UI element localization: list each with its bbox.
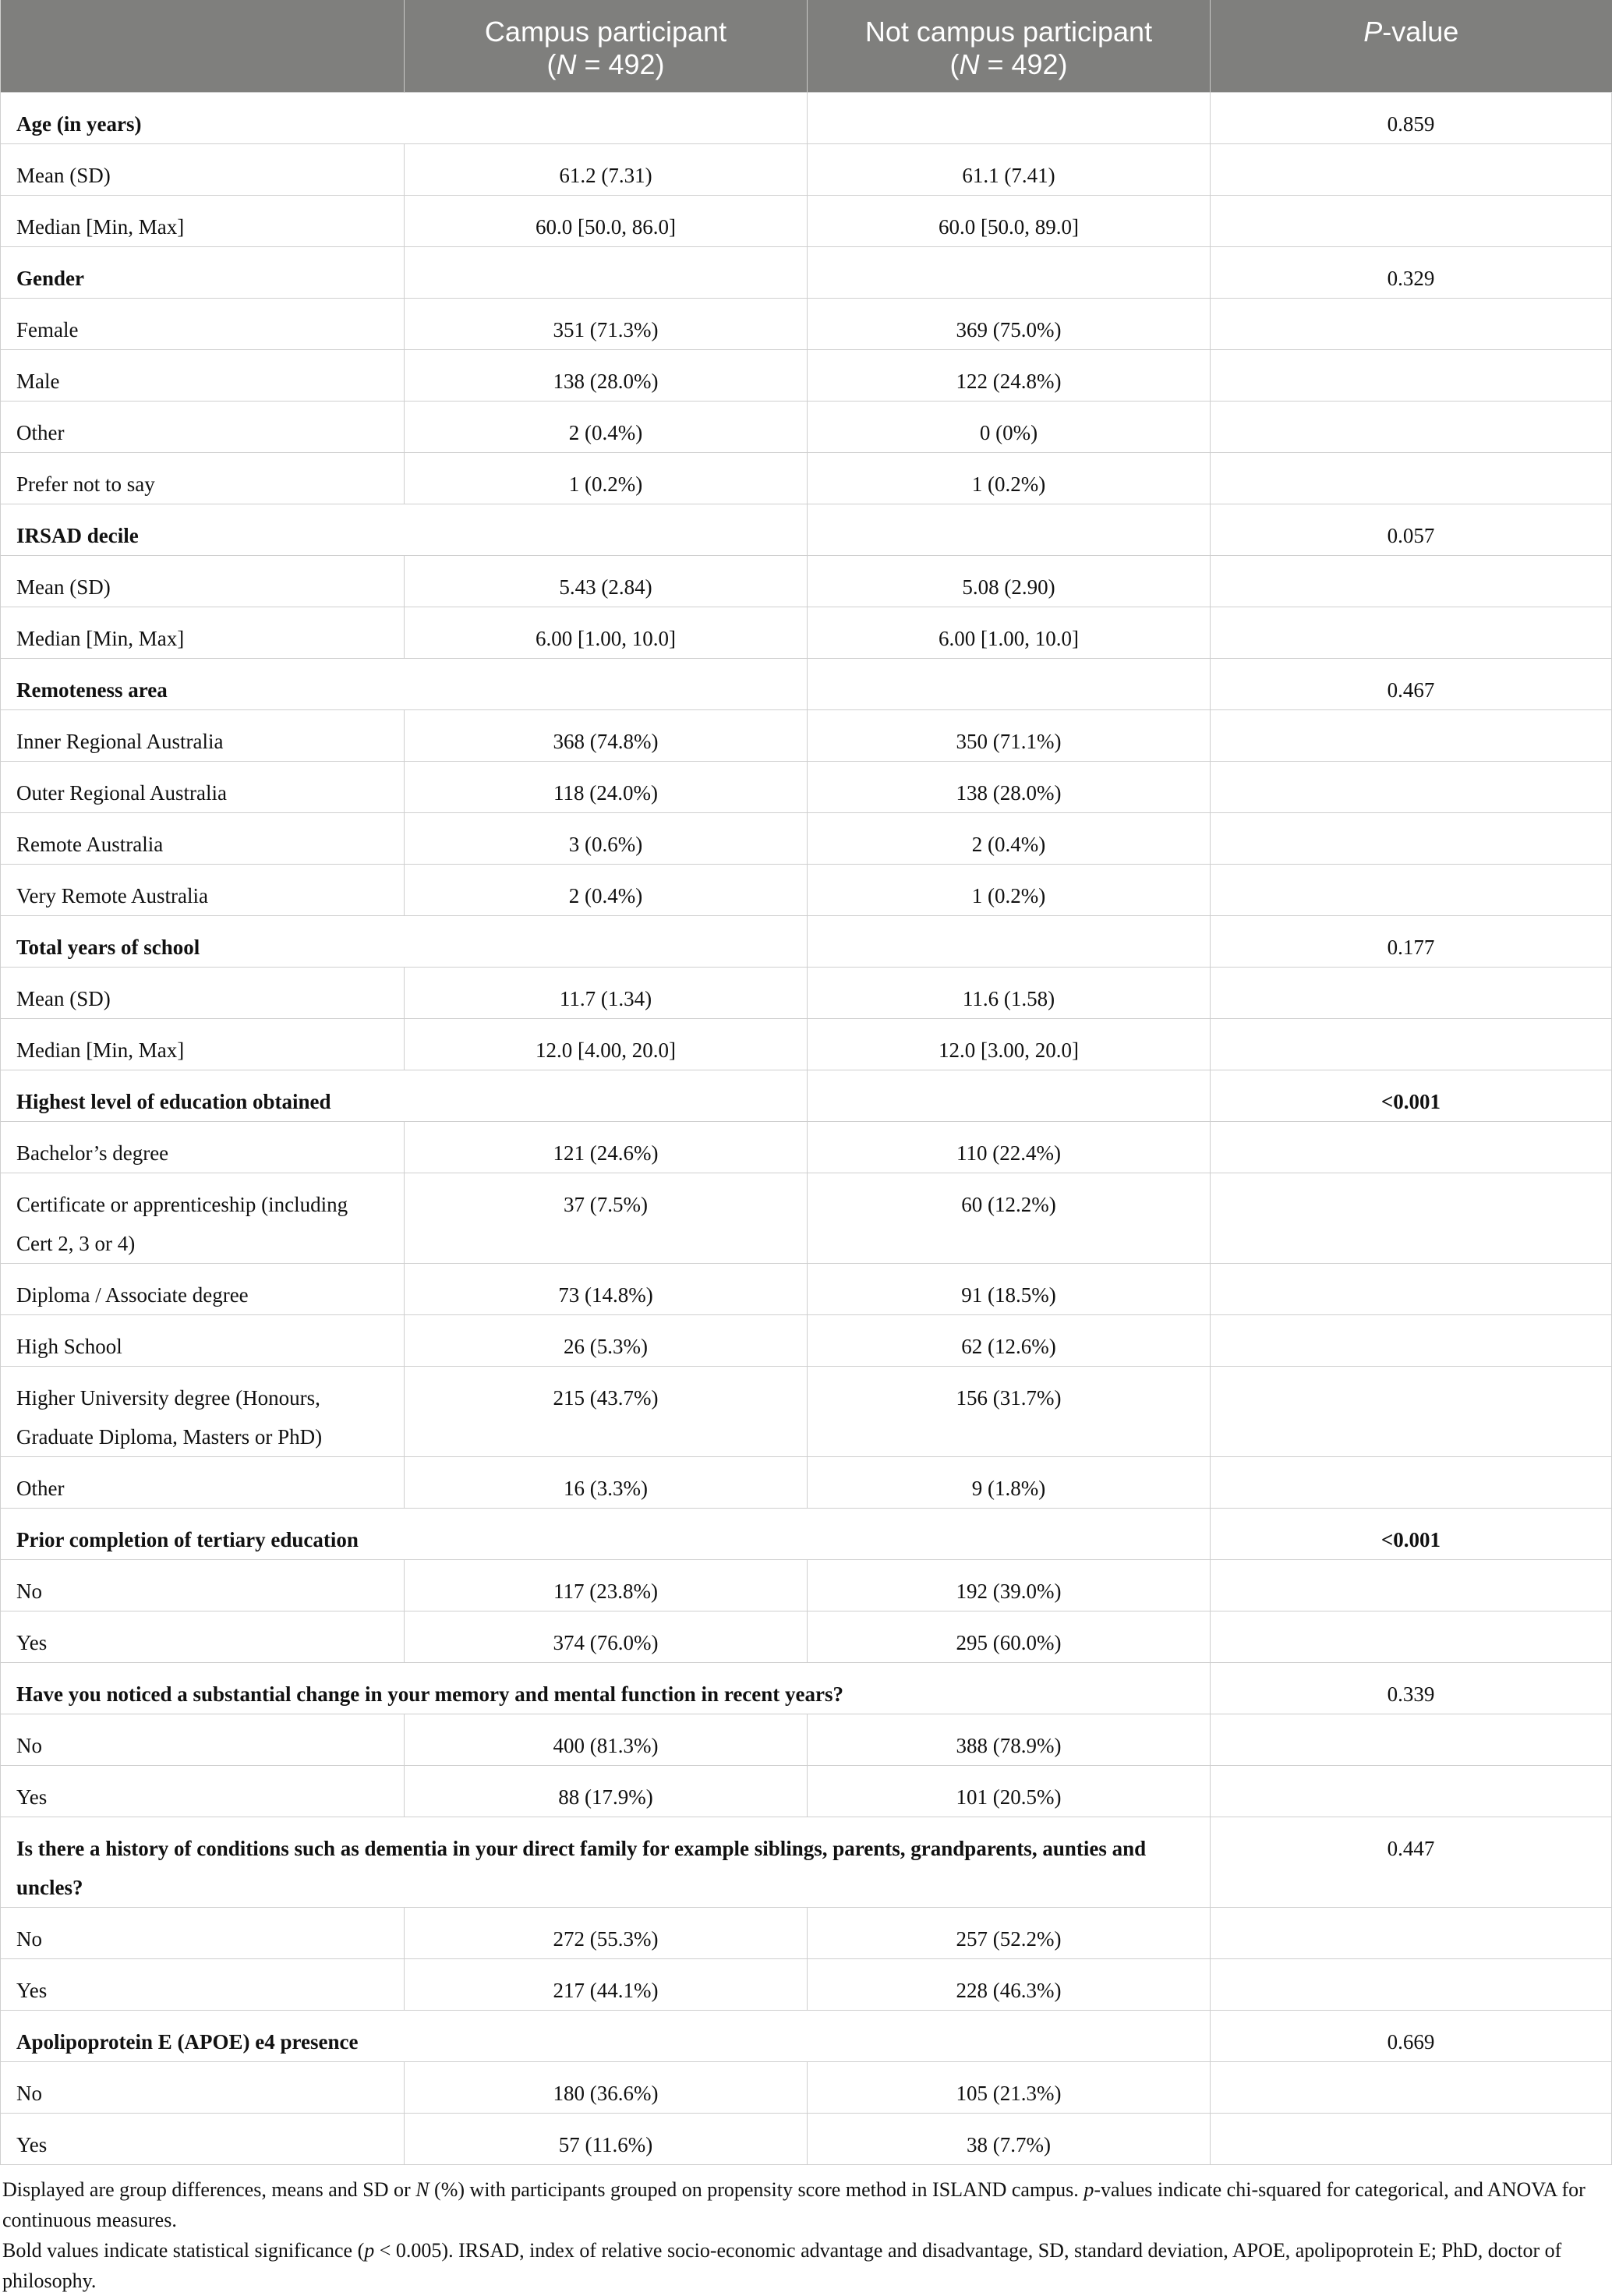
table-row (1, 1314, 1612, 1366)
header-not-campus-title: Not campus participant (864, 16, 1153, 48)
table-row (1, 2010, 1612, 2061)
row-label: Mean (SD) (1, 143, 405, 195)
section-label: Prior completion of tertiary education (1, 1508, 1211, 1559)
p-value: <0.001 (1211, 1070, 1612, 1121)
table-row (1, 1559, 1612, 1611)
p-value (1211, 401, 1612, 452)
not-campus-value: 138 (28.0%) (808, 761, 1211, 812)
section-label: Have you noticed a substantial change in your memory and mental function in recent years? (1, 1662, 1211, 1714)
table-row (1, 709, 1612, 761)
table-row (1, 1456, 1612, 1508)
row-label: Diploma / Associate degree (1, 1263, 405, 1314)
header-campus-participant (405, 0, 808, 92)
not-campus-value: 91 (18.5%) (808, 1263, 1211, 1314)
header-campus-n: (N = 492) (546, 48, 665, 80)
header-not-campus-participant (808, 0, 1211, 92)
row-label: Mean (SD) (1, 967, 405, 1018)
not-campus-value: 192 (39.0%) (808, 1559, 1211, 1611)
campus-value: 400 (81.3%) (405, 1714, 808, 1765)
campus-value: 121 (24.6%) (405, 1121, 808, 1173)
table-row (1, 401, 1612, 452)
p-value: 0.177 (1211, 915, 1612, 967)
table-row (1, 1173, 1612, 1263)
row-label: Higher University degree (Honours, Graduate Diploma, Masters or PhD) (1, 1366, 405, 1456)
footnote-line-2: Bold values indicate statistical significance (p < 0.005). IRSAD, index of relative socio-economic advantage and disadvantage, SD, standard deviation, APOE, apolipoprotein E; PhD, doctor of philosophy. (2, 2238, 1562, 2292)
p-value (1211, 195, 1612, 246)
not-campus-value: 105 (21.3%) (808, 2061, 1211, 2113)
campus-value: 73 (14.8%) (405, 1263, 808, 1314)
section-label: Gender (1, 246, 405, 298)
table-row (1, 607, 1612, 658)
table-row (1, 864, 1612, 915)
campus-value: 3 (0.6%) (405, 812, 808, 864)
table-row (1, 1508, 1612, 1559)
campus-value: 88 (17.9%) (405, 1765, 808, 1817)
row-label: Mean (SD) (1, 555, 405, 607)
header-not-campus-n: (N = 492) (949, 48, 1068, 80)
row-label: Median [Min, Max] (1, 1018, 405, 1070)
not-campus-value: 369 (75.0%) (808, 298, 1211, 349)
p-value (1211, 812, 1612, 864)
not-campus-value: 1 (0.2%) (808, 864, 1211, 915)
table-row (1, 1958, 1612, 2010)
not-campus-value: 350 (71.1%) (808, 709, 1211, 761)
campus-value: 368 (74.8%) (405, 709, 808, 761)
campus-value: 1 (0.2%) (405, 452, 808, 504)
p-value (1211, 555, 1612, 607)
campus-value: 61.2 (7.31) (405, 143, 808, 195)
table-row (1, 349, 1612, 401)
not-campus-value: 257 (52.2%) (808, 1907, 1211, 1958)
table-body (1, 92, 1612, 2164)
campus-value: 215 (43.7%) (405, 1366, 808, 1456)
not-campus-value (808, 915, 1211, 967)
table-row (1, 1121, 1612, 1173)
p-value (1211, 1121, 1612, 1173)
p-value: 0.669 (1211, 2010, 1612, 2061)
header-row (1, 0, 1612, 92)
not-campus-value (808, 92, 1211, 143)
section-label: Total years of school (1, 915, 808, 967)
row-label: No (1, 1714, 405, 1765)
p-value (1211, 1765, 1612, 1817)
header-variable (1, 0, 405, 92)
p-value (1211, 1456, 1612, 1508)
p-value: 0.467 (1211, 658, 1612, 709)
not-campus-value (808, 504, 1211, 555)
table-row (1, 915, 1612, 967)
p-value (1211, 1958, 1612, 2010)
row-label: Female (1, 298, 405, 349)
not-campus-value: 12.0 [3.00, 20.0] (808, 1018, 1211, 1070)
row-label: Yes (1, 2113, 405, 2164)
p-value: 0.339 (1211, 1662, 1612, 1714)
not-campus-value: 101 (20.5%) (808, 1765, 1211, 1817)
table-row (1, 143, 1612, 195)
not-campus-value: 6.00 [1.00, 10.0] (808, 607, 1211, 658)
row-label: No (1, 2061, 405, 2113)
table-row (1, 1018, 1612, 1070)
table-row (1, 761, 1612, 812)
not-campus-value: 60.0 [50.0, 89.0] (808, 195, 1211, 246)
not-campus-value: 1 (0.2%) (808, 452, 1211, 504)
table-header (1, 0, 1612, 92)
table-footnote (0, 2165, 1608, 2296)
campus-value: 57 (11.6%) (405, 2113, 808, 2164)
row-label: Other (1, 1456, 405, 1508)
row-label: Inner Regional Australia (1, 709, 405, 761)
campus-value: 180 (36.6%) (405, 2061, 808, 2113)
row-label: No (1, 1907, 405, 1958)
campus-value: 60.0 [50.0, 86.0] (405, 195, 808, 246)
table-row (1, 555, 1612, 607)
p-value: 0.057 (1211, 504, 1612, 555)
section-label: Highest level of education obtained (1, 1070, 808, 1121)
table-row (1, 246, 1612, 298)
not-campus-value: 61.1 (7.41) (808, 143, 1211, 195)
section-label: IRSAD decile (1, 504, 808, 555)
not-campus-value: 122 (24.8%) (808, 349, 1211, 401)
not-campus-value: 62 (12.6%) (808, 1314, 1211, 1366)
campus-value: 118 (24.0%) (405, 761, 808, 812)
not-campus-value (808, 658, 1211, 709)
campus-value: 37 (7.5%) (405, 1173, 808, 1263)
table-row (1, 298, 1612, 349)
campus-value: 138 (28.0%) (405, 349, 808, 401)
row-label: Very Remote Australia (1, 864, 405, 915)
p-value (1211, 298, 1612, 349)
p-value: 0.859 (1211, 92, 1612, 143)
header-p-value: P-value (1211, 0, 1612, 92)
p-value (1211, 709, 1612, 761)
not-campus-value: 295 (60.0%) (808, 1611, 1211, 1662)
row-label: No (1, 1559, 405, 1611)
p-value (1211, 452, 1612, 504)
table-row (1, 1611, 1612, 1662)
p-value (1211, 1018, 1612, 1070)
not-campus-value: 0 (0%) (808, 401, 1211, 452)
section-label: Age (in years) (1, 92, 808, 143)
not-campus-value: 60 (12.2%) (808, 1173, 1211, 1263)
p-value (1211, 864, 1612, 915)
campus-value: 117 (23.8%) (405, 1559, 808, 1611)
table-row (1, 195, 1612, 246)
campus-value: 2 (0.4%) (405, 864, 808, 915)
p-value (1211, 607, 1612, 658)
not-campus-value (808, 246, 1211, 298)
campus-value: 5.43 (2.84) (405, 555, 808, 607)
campus-value: 2 (0.4%) (405, 401, 808, 452)
row-label: Other (1, 401, 405, 452)
campus-value: 374 (76.0%) (405, 1611, 808, 1662)
section-label: Is there a history of conditions such as dementia in your direct family for example siblings, parents, grandparents, aunties and uncles? (1, 1817, 1211, 1907)
table-row (1, 1366, 1612, 1456)
table-row (1, 967, 1612, 1018)
table-row (1, 1817, 1612, 1907)
not-campus-value: 11.6 (1.58) (808, 967, 1211, 1018)
campus-value: 351 (71.3%) (405, 298, 808, 349)
p-value (1211, 1714, 1612, 1765)
row-label: Yes (1, 1611, 405, 1662)
row-label: Yes (1, 1958, 405, 2010)
row-label: Remote Australia (1, 812, 405, 864)
table-row (1, 658, 1612, 709)
table-row (1, 504, 1612, 555)
row-label: Yes (1, 1765, 405, 1817)
p-value (1211, 1611, 1612, 1662)
p-value (1211, 1173, 1612, 1263)
not-campus-value (808, 1070, 1211, 1121)
not-campus-value: 38 (7.7%) (808, 2113, 1211, 2164)
not-campus-value: 156 (31.7%) (808, 1366, 1211, 1456)
table-row (1, 1662, 1612, 1714)
not-campus-value: 2 (0.4%) (808, 812, 1211, 864)
p-value (1211, 1366, 1612, 1456)
campus-value: 6.00 [1.00, 10.0] (405, 607, 808, 658)
p-value (1211, 2061, 1612, 2113)
table-row (1, 1070, 1612, 1121)
p-value (1211, 349, 1612, 401)
footnote-line-1: Displayed are group differences, means and SD or N (%) with participants grouped on propensity score method in ISLAND campus. p-values indicate chi-squared for categorical, and ANOVA for continuous measures. (2, 2177, 1585, 2231)
p-value: 0.447 (1211, 1817, 1612, 1907)
table-row (1, 1765, 1612, 1817)
p-value: 0.329 (1211, 246, 1612, 298)
section-label: Apolipoprotein E (APOE) e4 presence (1, 2010, 1211, 2061)
table-row (1, 1263, 1612, 1314)
p-value (1211, 967, 1612, 1018)
table-row (1, 812, 1612, 864)
not-campus-value: 388 (78.9%) (808, 1714, 1211, 1765)
campus-value: 217 (44.1%) (405, 1958, 808, 2010)
row-label: Male (1, 349, 405, 401)
row-label: Median [Min, Max] (1, 607, 405, 658)
table-row (1, 1907, 1612, 1958)
p-value (1211, 1314, 1612, 1366)
row-label: Certificate or apprenticeship (including Cert 2, 3 or 4) (1, 1173, 405, 1263)
table-row (1, 1714, 1612, 1765)
table-row (1, 92, 1612, 143)
campus-value: 26 (5.3%) (405, 1314, 808, 1366)
campus-value: 16 (3.3%) (405, 1456, 808, 1508)
campus-value: 272 (55.3%) (405, 1907, 808, 1958)
campus-value: 12.0 [4.00, 20.0] (405, 1018, 808, 1070)
p-value (1211, 2113, 1612, 2164)
not-campus-value: 9 (1.8%) (808, 1456, 1211, 1508)
row-label: High School (1, 1314, 405, 1366)
p-value (1211, 1907, 1612, 1958)
p-value (1211, 143, 1612, 195)
not-campus-value: 110 (22.4%) (808, 1121, 1211, 1173)
p-value: <0.001 (1211, 1508, 1612, 1559)
table-row (1, 452, 1612, 504)
p-value (1211, 761, 1612, 812)
table-row (1, 2113, 1612, 2164)
row-label: Median [Min, Max] (1, 195, 405, 246)
not-campus-value: 5.08 (2.90) (808, 555, 1211, 607)
not-campus-value: 228 (46.3%) (808, 1958, 1211, 2010)
campus-value (405, 246, 808, 298)
section-label: Remoteness area (1, 658, 808, 709)
row-label: Prefer not to say (1, 452, 405, 504)
row-label: Outer Regional Australia (1, 761, 405, 812)
campus-value: 11.7 (1.34) (405, 967, 808, 1018)
row-label: Bachelor’s degree (1, 1121, 405, 1173)
p-value (1211, 1559, 1612, 1611)
header-campus-title: Campus participant (484, 16, 727, 48)
p-value (1211, 1263, 1612, 1314)
table-row (1, 2061, 1612, 2113)
